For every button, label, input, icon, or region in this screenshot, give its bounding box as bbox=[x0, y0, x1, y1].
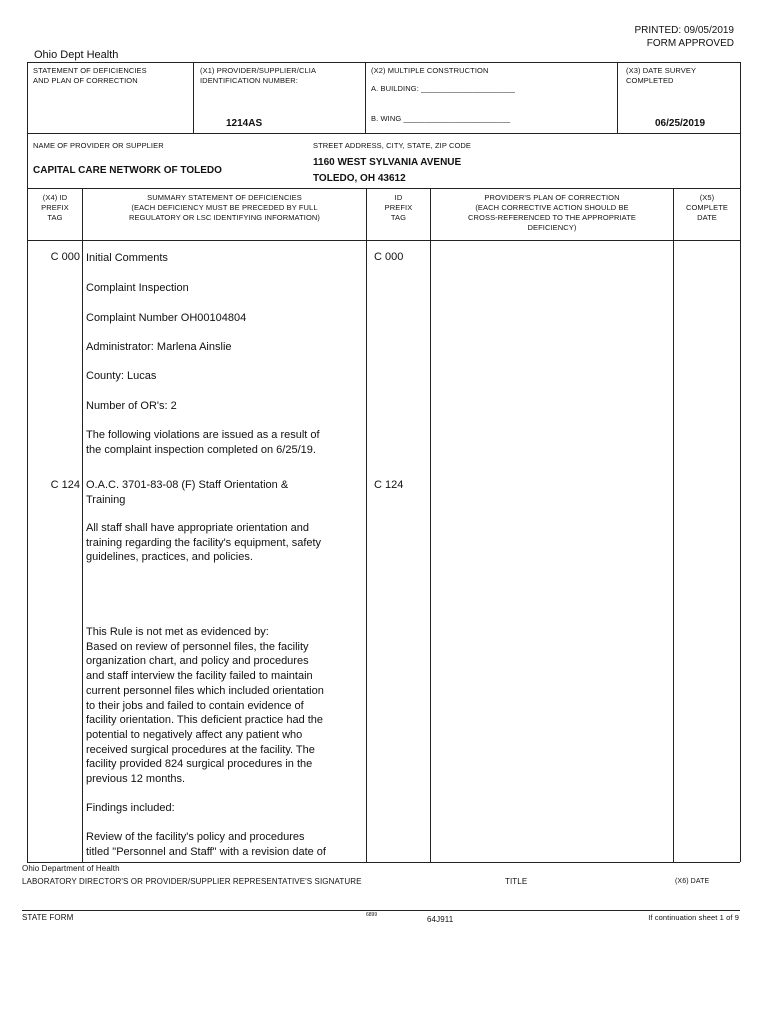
summary-col-divider bbox=[366, 188, 367, 862]
findings-included: Findings included: bbox=[86, 802, 175, 814]
address-label: STREET ADDRESS, CITY, STATE, ZIP CODE bbox=[313, 141, 472, 150]
building-label: A. BUILDING: ______________________ bbox=[371, 84, 516, 93]
tag-c000-left: C 000 bbox=[50, 251, 80, 263]
provider-value: CAPITAL CARE NETWORK OF TOLEDO bbox=[33, 165, 222, 176]
header-mid-rule bbox=[27, 133, 740, 134]
signature-label: LABORATORY DIRECTOR'S OR PROVIDER/SUPPLIER REPRESENTATIVE'S SIGNATURE bbox=[22, 877, 362, 886]
form-bottom-rule bbox=[27, 862, 740, 863]
address-line1: 1160 WEST SYLVANIA AVENUE bbox=[313, 157, 462, 168]
header-top-rule bbox=[27, 62, 740, 63]
form-left-border bbox=[27, 62, 28, 862]
id-prefix-header: ID PREFIX TAG bbox=[384, 193, 413, 222]
tag-c000-right: C 000 bbox=[374, 251, 404, 263]
rule-not-met: This Rule is not met as evidenced by: Based on review of personnel files, the facility organization chart, and policy and procedures and staff interview the facility failed to maintain current personnel files which included orientation to their jobs and failed to contain evidence of facility orientation. This deficient practice had the potential to negatively affect any patient who received surgical procedures at the facility. The facility provided 824 surgical procedures in the previous 12 months. bbox=[86, 626, 324, 786]
x4-header: (X4) ID PREFIX TAG bbox=[41, 193, 69, 222]
form-code: 64J911 bbox=[427, 915, 454, 924]
summary-header: SUMMARY STATEMENT OF DEFICIENCIES (EACH DEFICIENCY MUST BE PRECEDED BY FULL REGULATORY OR LSC IDENTIFYING INFORMATION) bbox=[128, 193, 321, 222]
x2-label: (X2) MULTIPLE CONSTRUCTION bbox=[371, 66, 489, 75]
x3-divider bbox=[617, 62, 618, 133]
plan-header: PROVIDER'S PLAN OF CORRECTION (EACH CORRECTIVE ACTION SHOULD BE CROSS-REFERENCED TO THE APPROPRIATE DEFICIENCY) bbox=[468, 193, 636, 232]
header-bottom-rule bbox=[27, 240, 740, 241]
county: County: Lucas bbox=[86, 370, 157, 382]
complaint-number: Complaint Number OH00104804 bbox=[86, 312, 247, 324]
tag-c124-right: C 124 bbox=[374, 479, 404, 491]
x1-label: (X1) PROVIDER/SUPPLIER/CLIA IDENTIFICATION NUMBER: bbox=[200, 66, 317, 85]
id-col-divider bbox=[430, 188, 431, 862]
header-columns-rule bbox=[27, 188, 740, 189]
address-line2: TOLEDO, OH 43612 bbox=[313, 173, 406, 184]
x6-date-label: (X6) DATE bbox=[675, 878, 710, 885]
tag-c124-left: C 124 bbox=[50, 479, 80, 491]
x3-label: (X3) DATE SURVEY COMPLETED bbox=[626, 66, 697, 85]
plan-col-divider bbox=[673, 188, 674, 862]
x4-col-divider bbox=[82, 188, 83, 862]
provider-label: NAME OF PROVIDER OR SUPPLIER bbox=[33, 141, 164, 150]
printed-date: PRINTED: 09/05/2019 bbox=[634, 25, 734, 36]
administrator: Administrator: Marlena Ainslie bbox=[86, 341, 232, 353]
violations-intro: The following violations are issued as a result of the complaint inspection completed on 6/25/19. bbox=[86, 429, 320, 456]
x5-header: (X5) COMPLETE DATE bbox=[685, 193, 729, 222]
x3-value: 06/25/2019 bbox=[655, 118, 706, 129]
continuation-sheet: If continuation sheet 1 of 9 bbox=[648, 913, 739, 922]
number-of-ors: Number of OR's: 2 bbox=[86, 400, 177, 412]
statement-label: STATEMENT OF DEFICIENCIES AND PLAN OF CORRECTION bbox=[33, 66, 147, 85]
rule-title: O.A.C. 3701-83-08 (F) Staff Orientation & Training bbox=[86, 479, 289, 506]
form-small-code: 6899 bbox=[366, 912, 378, 918]
policy-review: Review of the facility's policy and procedures titled "Personnel and Staff" with a revision date of bbox=[86, 831, 326, 858]
form-status: FORM APPROVED bbox=[646, 38, 734, 49]
footer-dept: Ohio Department of Health bbox=[22, 864, 120, 873]
agency-name: Ohio Dept Health bbox=[34, 49, 119, 61]
footer-rule bbox=[22, 910, 740, 911]
rule-text: All staff shall have appropriate orientation and training regarding the facility's equipment, safety guidelines, practices, and policies. bbox=[86, 522, 322, 564]
title-label: TITLE bbox=[505, 877, 528, 886]
initial-comments: Initial Comments bbox=[86, 252, 168, 264]
wing-label: B. WING _________________________ bbox=[371, 114, 511, 123]
form-right-border bbox=[740, 62, 741, 862]
x1-value: 1214AS bbox=[226, 118, 263, 129]
x1-divider bbox=[193, 62, 194, 133]
complaint-inspection: Complaint Inspection bbox=[86, 282, 189, 294]
state-form-label: STATE FORM bbox=[22, 913, 74, 922]
x2-divider bbox=[365, 62, 366, 133]
